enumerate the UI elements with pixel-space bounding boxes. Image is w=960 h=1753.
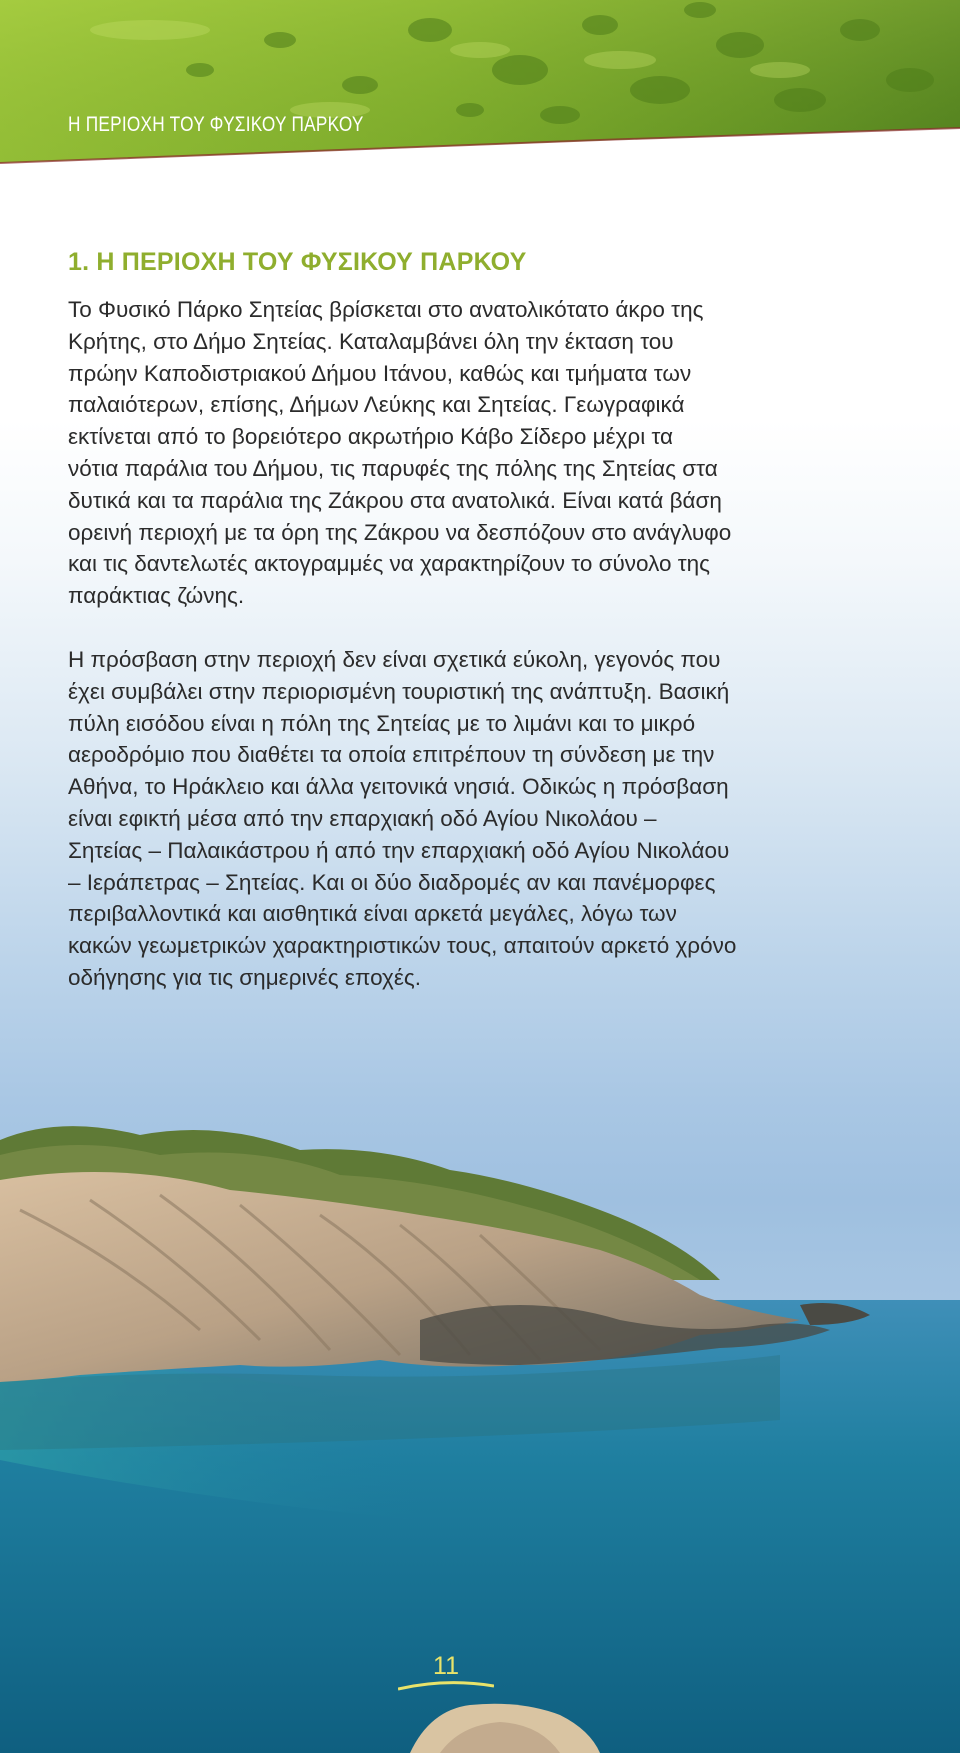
paragraph-location: Το Φυσικό Πάρκο Σητείας βρίσκεται στο ανατολικότατο άκρο της Κρήτης, στο Δήμο Σητείας. Καταλαμβάνει όλη την έκταση του πρώην Καποδιστριακού Δήμου Ιτάνου, καθώς και τμήματα των παλαιότερων, επίσης, Δήμων Λεύκης και Σητείας. Γεωγραφικά εκτίνεται από το βορειότερο ακρωτήριο Κάβο Σίδερο μέχρι τα νότια παράλια του Δήμου, τις παρυφές της πόλης της Σητείας στα δυτικά και τα παράλια της Ζάκρου στα ανατολικά. Είναι κατά βάση ορεινή περιοχή με τα όρη της Ζάκρου να δεσπόζουν στο ανάγλυφο και τις δαντελωτές ακτογραμμές να χαρακτηρίζουν το σύνολο της παράκτιας ζώνης. (68, 297, 732, 609)
running-title: Η ΠΕΡΙΟΧΗ ΤΟΥ ΦΥΣΙΚΟΥ ΠΑΡΚΟΥ (68, 113, 364, 136)
section-title: 1. Η ΠΕΡΙΟΧΗ ΤΟΥ ΦΥΣΙΚΟΥ ΠΑΡΚΟΥ (68, 248, 527, 276)
header-rock-texture (0, 0, 960, 170)
paragraph-access: Η πρόσβαση στην περιοχή δεν είναι σχετικά εύκολη, γεγονός που έχει συμβάλει στην περιορισμένη τουριστική της ανάπτυξη. Βασική πύλη εισόδου είναι η πόλη της Σητείας με το λιμάνι και το μικρό αεροδρόμιο που διαθέτει τα οποία επιτρέπουν τη σύνδεση με την Αθήνα, το Ηράκλειο και άλλα γειτονικά νησιά. Οδικώς η πρόσβαση είναι εφικτή μέσα από την επαρχιακή οδό Αγίου Νικολάου – Σητείας – Παλαικάστρου ή από την επαρχιακή οδό Αγίου Νικολάου – Ιεράπετρας – Σητείας. Και οι δύο διαδρομές αν και πανέμορφες περιβαλλοντικά και αισθητικά είναι αρκετά μεγάλες, λόγω των κακών γεωμετρικών χαρακτηριστικών τους, απαιτούν αρκετό χρόνο οδήγησης για τις σημερινές εποχές. (68, 646, 737, 990)
body-text (68, 294, 868, 1026)
page-number: 11 (433, 1652, 459, 1680)
header-banner (0, 0, 960, 170)
page-number-underline (398, 1680, 494, 1692)
